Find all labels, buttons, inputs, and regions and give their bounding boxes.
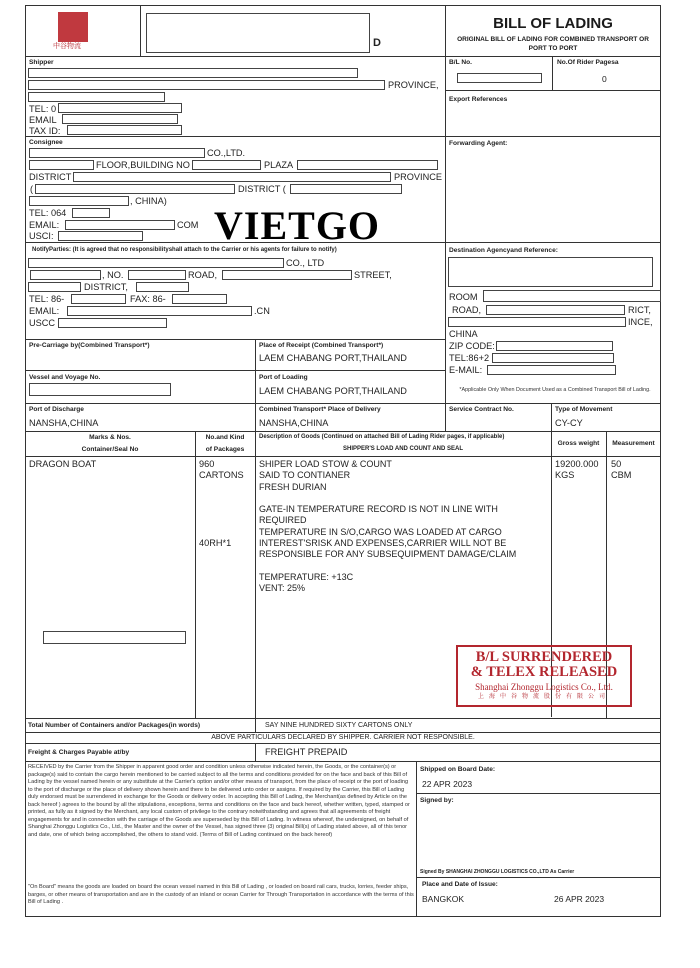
redacted-field	[448, 257, 653, 287]
redacted-field	[67, 125, 182, 135]
packages-count: 960	[199, 459, 215, 469]
consignee-label: Consignee	[29, 139, 63, 146]
divider	[255, 339, 256, 431]
logo-caption: 中谷物流	[53, 43, 81, 50]
redacted-field	[73, 172, 391, 182]
redacted-field	[28, 68, 358, 78]
divider	[25, 456, 661, 457]
notify-uscc: USCC	[29, 318, 56, 328]
export-references-label: Export References	[449, 96, 508, 103]
redacted-field	[65, 220, 175, 230]
divider	[255, 743, 256, 761]
gross-weight-unit: KGS	[555, 470, 575, 480]
notify-road: ROAD,	[188, 270, 218, 280]
freight-payable-value: FREIGHT PREPAID	[265, 747, 348, 757]
shipper-tax-id: TAX ID:	[29, 126, 61, 136]
consignee-district2: DISTRICT (	[238, 184, 286, 194]
redacted-field	[29, 148, 205, 158]
total-packages-value: SAY NINE HUNDRED SIXTY CARTONS ONLY	[265, 722, 413, 729]
redacted-field	[172, 294, 227, 304]
vessel-voyage-field	[29, 383, 171, 396]
divider	[140, 5, 141, 56]
redacted-field	[72, 208, 110, 218]
redacted-field	[136, 282, 189, 292]
issue-place: BANGKOK	[422, 894, 465, 904]
description-line: INTEREST'SRISK AND EXPENSES,CARRIER WILL NOT BE	[259, 538, 507, 549]
col-measurement-header: Measurement	[612, 440, 655, 447]
divider	[25, 136, 661, 137]
notify-parties-label: NotifyParties: (It is agreed that no responsibilityshall attach to the Carrier or his agents for failure to notify)	[32, 247, 337, 253]
redacted-field	[67, 306, 252, 316]
consignee-district: DISTRICT	[29, 172, 72, 182]
redacted-field	[290, 184, 402, 194]
redacted-container-no	[43, 631, 186, 644]
description-line: REQUIRED	[259, 515, 307, 526]
surrendered-stamp	[456, 645, 632, 707]
destination-agency-label: Destination Agencyand Reference:	[449, 247, 558, 254]
redacted-field	[58, 318, 167, 328]
redacted-field	[29, 196, 129, 206]
redacted-field	[30, 270, 101, 280]
notify-email-suffix: .CN	[254, 306, 270, 316]
notify-email: EMAIL:	[29, 306, 60, 316]
divider	[255, 431, 256, 718]
notify-tel: TEL: 86-	[29, 294, 65, 304]
issue-date: 26 APR 2023	[554, 894, 605, 904]
divider	[25, 431, 661, 432]
redacted-field	[486, 305, 625, 315]
signed-by-carrier: Signed By SHANGHAI ZHONGGU LOGISTICS CO.,LTD As Carrier	[420, 869, 575, 875]
consignee-email: EMAIL:	[29, 220, 60, 230]
stamp-line-1: B/L SURRENDERED	[475, 649, 613, 665]
divider	[445, 403, 446, 431]
measurement-unit: CBM	[611, 470, 632, 480]
divider	[552, 56, 553, 90]
consignee-province: PROVINCE	[394, 172, 442, 182]
shipped-on-board-label: Shipped on Board Date:	[420, 766, 496, 773]
packages-kind: CARTONS	[199, 470, 244, 480]
divider	[25, 339, 445, 340]
col-marks-header-2: Container/Seal No	[81, 446, 139, 453]
divider	[25, 761, 661, 762]
shipper-email: EMAIL	[29, 115, 57, 125]
description-line: FRESH DURIAN	[259, 481, 327, 492]
declared-notice: ABOVE PARTICULARS DECLARED BY SHIPPER. CARRIER NOT RESPONSIBLE.	[211, 734, 475, 741]
description-line: SHIPER LOAD STOW & COUNT	[259, 459, 392, 469]
divider	[255, 718, 256, 732]
freight-payable-label: Freight & Charges Payable at/by	[28, 749, 130, 756]
destination-room: ROOM	[449, 292, 478, 302]
container-type: 40RH*1	[199, 538, 232, 548]
divider	[25, 743, 661, 744]
notify-district: DISTRICT,	[84, 282, 128, 292]
redacted-field	[58, 231, 143, 241]
destination-province: INCE,	[628, 317, 653, 327]
place-date-issue-label: Place and Date of Issue:	[422, 881, 498, 888]
document-title: BILL OF LADING	[493, 15, 613, 32]
col-gross-weight-header: Gross weight	[557, 440, 600, 447]
col-description-header: Description of Goods (Continued on attached Bill of Lading Rider pages, if applicable)	[259, 434, 505, 440]
document-subtitle: ORIGINAL BILL OF LADING FOR COMBINED TRANSPORT OR PORT TO PORT	[457, 36, 649, 52]
shipper-province: PROVINCE,	[388, 80, 439, 90]
divider	[25, 56, 661, 57]
description-line: TEMPERATURE IN S/O,CARGO WAS LOADED AT CARGO	[259, 526, 502, 537]
shipper-label: Shipper	[29, 59, 54, 66]
description-line	[259, 561, 516, 572]
redacted-field	[492, 353, 614, 363]
redacted-field	[28, 258, 284, 268]
divider	[25, 403, 661, 404]
port-of-discharge-value: NANSHA,CHINA	[29, 418, 99, 428]
destination-tel: TEL:86+2	[449, 353, 490, 363]
terms-received: RECEIVED by the Carrier from the Shipper in apparent good order and condition unless otherwise indicated herein, the Goods, or the container(s) or package(s) said to contain the cargo herein mentioned to be carried subject to all the terms and conditions provided for on the face and back of this Bill of Lading by the vessel named herein or any substitute at the Carrier's option and/or other means of transport, from the place of receipt or the port of loading to the port of discharge or the place of delivery shown herein and there to be delivered unto order or assigns. If required by the Carrier, this Bill of Lading duly endorsed must be surrendered in exchange for the Goods or delivery order. In accepting this Bill of Lading, the Merchant(as defined by Article on the back hereof ) agrees to the bound by all the stipulations, exceptions, terms and conditions on the face and back hereof, whether written, typed, stamped or printed, as fully as it signed by the Merchant, any local custom of privilege to the contrary notwithstanding and agrees that all agreements of freight engagements for and in connection with the carriage of the Goods are superseded by this Bill of Lading. In witness whereof, the undersigned, on behalf of Shanghai Zhonggu Logistics Co., Ltd., the Master and the owner of the Vessel, has signed three (3) original Bill(s) of Lading stated above, all of this tenor and date, one of which being accomplished, the others to stand void. (Terms of Bill of Lading continued on the back hereof)	[28, 764, 410, 838]
port-of-loading-label: Port of Loading	[259, 374, 308, 381]
destination-china: CHINA	[449, 329, 478, 339]
col-packages-header: No.and Kind	[205, 434, 245, 441]
consignee-email-suffix: COM	[177, 220, 199, 230]
destination-road: ROAD,	[452, 305, 482, 315]
description-line: GATE-IN TEMPERATURE RECORD IS NOT IN LINE WITH	[259, 504, 498, 515]
redacted-field	[28, 80, 385, 90]
watermark: VIETGO	[214, 203, 381, 248]
marks-value: DRAGON BOAT	[29, 459, 97, 469]
destination-district: RICT,	[628, 305, 651, 315]
redacted-field	[192, 160, 261, 170]
pre-carriage-label: Pre-Carriage by(Combined Transport*)	[29, 342, 150, 349]
port-of-loading-value: LAEM CHABANG PORT,THAILAND	[259, 386, 407, 396]
measurement-value: 50	[611, 459, 622, 469]
redacted-field	[297, 160, 438, 170]
stamp-line-4: 上海中谷物流股份有限公司	[477, 694, 610, 700]
col-marks-header: Marks & Nos.	[89, 434, 131, 441]
description-line: RESPONSIBLE FOR ANY SUBSEQUIPMENT DAMAGE/CLAIM	[259, 549, 517, 560]
consignee-usci: USCI:	[29, 231, 54, 241]
destination-email: E-MAIL:	[449, 365, 483, 375]
place-of-receipt-label: Place of Receipt (Combined Transport*)	[259, 342, 384, 349]
redacted-field	[128, 270, 186, 280]
divider	[416, 877, 661, 878]
divider	[416, 793, 661, 794]
consignee-floor: FLOOR,BUILDING NO	[96, 160, 190, 170]
type-of-movement-label: Type of Movement	[555, 406, 613, 413]
divider	[195, 431, 196, 718]
shipped-on-board-value: 22 APR 2023	[422, 779, 473, 789]
port-of-discharge-label: Port of Discharge	[29, 406, 84, 413]
redacted-field	[29, 160, 94, 170]
description-line: SAID TO CONTIANER	[259, 470, 351, 481]
redacted-field	[487, 365, 616, 375]
bl-no-label: B/L No.	[449, 59, 472, 66]
divider	[445, 90, 661, 91]
redacted-field	[28, 92, 165, 102]
type-of-movement-value: CY-CY	[555, 418, 583, 428]
notify-fax: FAX: 86-	[130, 294, 166, 304]
gross-weight-value: 19200.000	[555, 459, 599, 469]
consignee-paren: (	[30, 184, 34, 194]
description-line: TEMPERATURE: +13C	[259, 571, 354, 582]
goods-description	[259, 459, 516, 595]
redacted-field	[71, 294, 126, 304]
notify-no: , NO.	[102, 270, 124, 280]
signed-by-label: Signed by:	[420, 797, 454, 804]
divider	[25, 732, 661, 733]
place-of-delivery-label: Combined Transport* Place of Delivery	[259, 406, 381, 413]
place-of-delivery-value: NANSHA,CHINA	[259, 418, 329, 428]
total-packages-label: Total Number of Containers and/or Packages(in words)	[28, 722, 201, 729]
stamp-line-3: Shanghai Zhonggu Logistics Co., Ltd.	[475, 682, 613, 692]
redacted-field	[222, 270, 352, 280]
divider	[445, 5, 446, 403]
redacted-field	[496, 341, 613, 351]
notify-co: CO., LTD	[286, 258, 325, 268]
rider-pages-value: 0	[602, 74, 607, 84]
notify-street: STREET,	[354, 270, 392, 280]
shipper-tel: TEL: 0	[29, 104, 57, 114]
consignee-tel: TEL: 064	[29, 208, 67, 218]
col-packages-header-2: of Packages	[205, 446, 245, 453]
redacted-field	[62, 114, 178, 124]
redacted-field	[483, 290, 661, 302]
company-logo	[58, 12, 88, 42]
divider	[25, 370, 445, 371]
divider	[25, 718, 661, 719]
divider	[416, 761, 417, 917]
destination-zip: ZIP CODE:	[449, 341, 495, 351]
redacted-field	[28, 282, 81, 292]
description-line	[259, 493, 516, 504]
consignee-china: , CHINA)	[130, 196, 167, 206]
consignee-plaza: PLAZA	[264, 160, 294, 170]
bl-no-field	[457, 73, 542, 83]
vessel-voyage-label: Vessel and Voyage No.	[29, 374, 101, 381]
stamp-line-2: & TELEX RELEASED	[470, 664, 618, 680]
description-line: VENT: 25%	[259, 583, 306, 594]
forwarding-agent-label: Forwarding Agent:	[449, 140, 508, 147]
service-contract-label: Service Contract No.	[449, 406, 514, 413]
terms-on-board: "On Board" means the goods are loaded on board the ocean vessel named in this Bill of Lading , or loaded on board rail cars, trucks, lorries, feeder ships, barges, or other means of transportation and are in the custody of an inland or ocean Carrier for Through Transportation in accordance with the terms of this Bill of Lading .	[28, 884, 414, 905]
redacted-company-name	[146, 13, 370, 53]
combined-transport-note: *Applicable Only When Document Used as a Combined Transport Bill of Lading.	[459, 387, 651, 393]
redacted-field	[58, 103, 182, 113]
consignee-co: CO.,LTD.	[207, 148, 246, 158]
rider-pages-label: No.Of Rider Pagesa	[557, 59, 619, 66]
redacted-field	[448, 317, 626, 327]
company-name-suffix: D	[373, 37, 381, 49]
place-of-receipt-value: LAEM CHABANG PORT,THAILAND	[259, 353, 407, 363]
redacted-field	[35, 184, 235, 194]
col-description-header-2: SHIPPER'S LOAD AND COUNT AND SEAL	[343, 446, 463, 452]
